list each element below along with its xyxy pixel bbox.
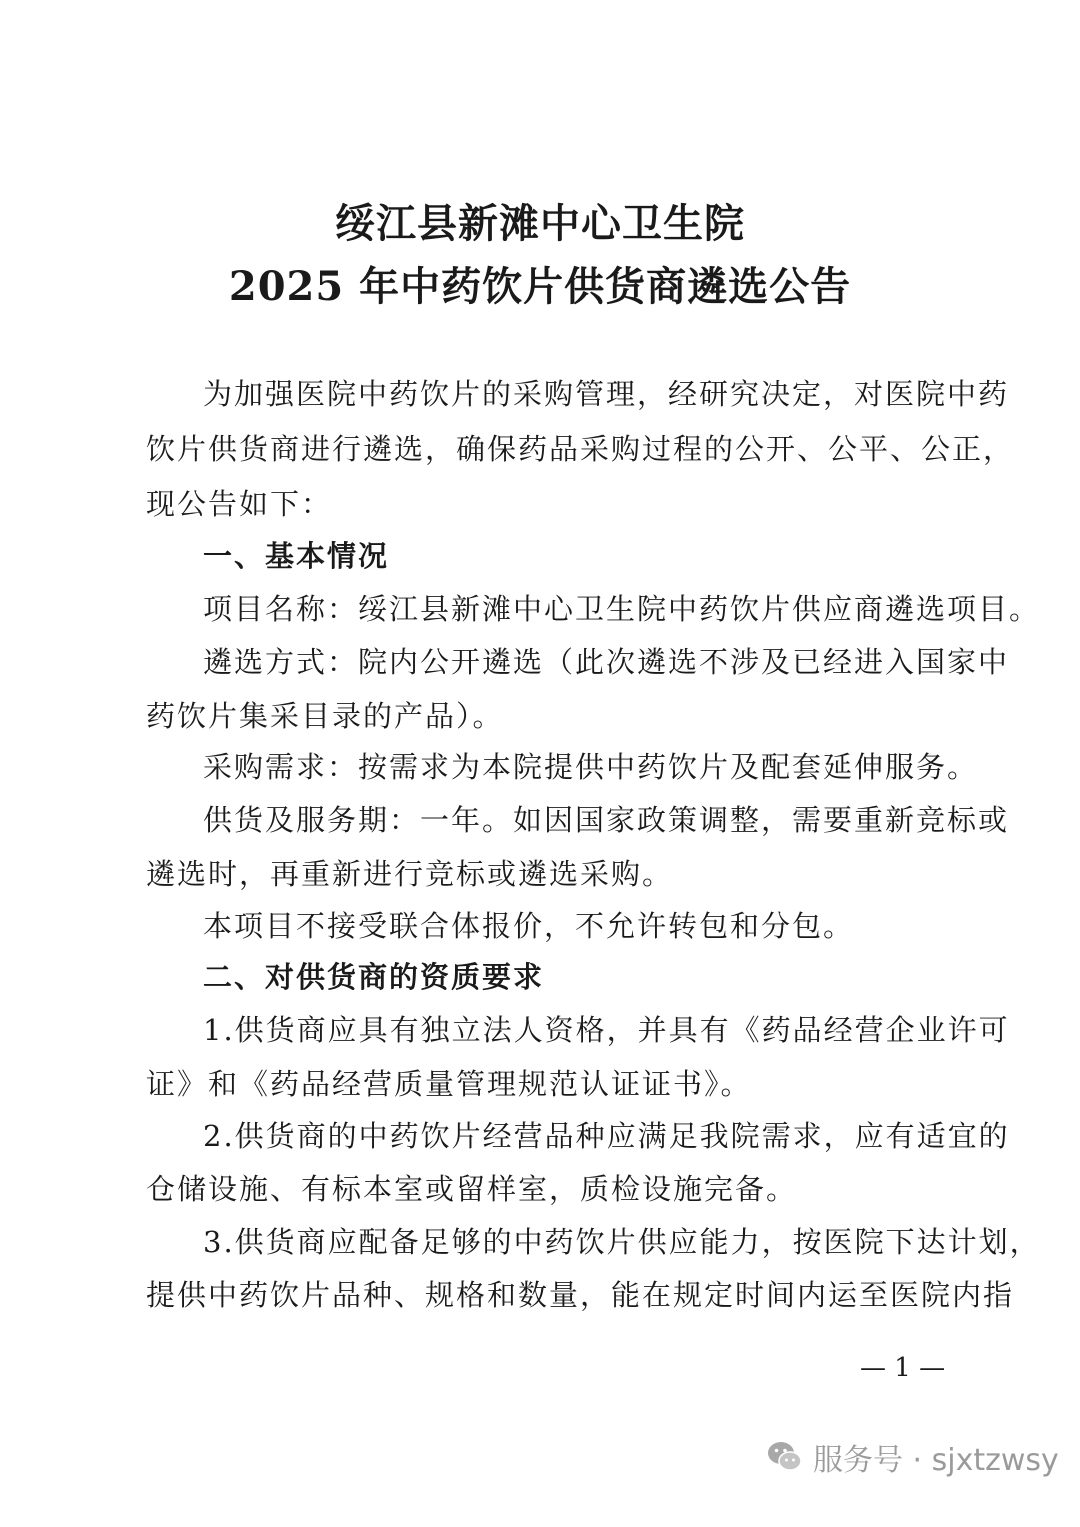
body-line: 遴选时，再重新进行竞标或遴选采购。 (146, 857, 674, 891)
wechat-icon (765, 1437, 805, 1477)
body-line: 2.供货商的中药饮片经营品种应满足我院需求，应有适宜的 (203, 1119, 1010, 1153)
body-line: 项目名称：绥江县新滩中心卫生院中药饮片供应商遴选项目。 (203, 592, 1041, 626)
body-line: 药饮片集采目录的产品）。 (146, 699, 504, 733)
body-line: 遴选方式：院内公开遴选（此次遴选不涉及已经进入国家中 (203, 645, 1010, 679)
body-line: 1.供货商应具有独立法人资格，并具有《药品经营企业许可 (203, 1013, 1010, 1047)
body-line: 证》和《药品经营质量管理规范认证证书》。 (146, 1067, 752, 1101)
body-line: 为加强医院中药饮片的采购管理，经研究决定，对医院中药 (203, 377, 1010, 411)
body-line: 供货及服务期：一年。如因国家政策调整，需要重新竞标或 (203, 803, 1010, 837)
watermark-text: 服务号 · sjxtzwsy (813, 1443, 1059, 1478)
body-line: 提供中药饮片品种、规格和数量，能在规定时间内运至医院内指 (146, 1278, 1015, 1312)
document-title-line-1: 绥江县新滩中心卫生院 (335, 200, 745, 247)
body-line: 现公告如下： (146, 487, 333, 521)
body-line: 本项目不接受联合体报价，不允许转包和分包。 (203, 909, 855, 943)
body-line: 饮片供货商进行遴选，确保药品采购过程的公开、公平、公正， (146, 432, 1015, 466)
body-line: 3.供货商应配备足够的中药饮片供应能力，按医院下达计划， (203, 1225, 1041, 1259)
document-title-line-2: 2025 年中药饮片供货商遴选公告 (228, 263, 852, 310)
section-heading-2: 二、对供货商的资质要求 (203, 960, 545, 994)
body-line: 仓储设施、有标本室或留样室，质检设施完备。 (146, 1172, 798, 1206)
watermark (765, 1435, 1059, 1479)
body-line: 采购需求：按需求为本院提供中药饮片及配套延伸服务。 (203, 750, 979, 784)
page-number: — 1 — (860, 1353, 946, 1383)
section-heading-1: 一、基本情况 (203, 539, 390, 573)
